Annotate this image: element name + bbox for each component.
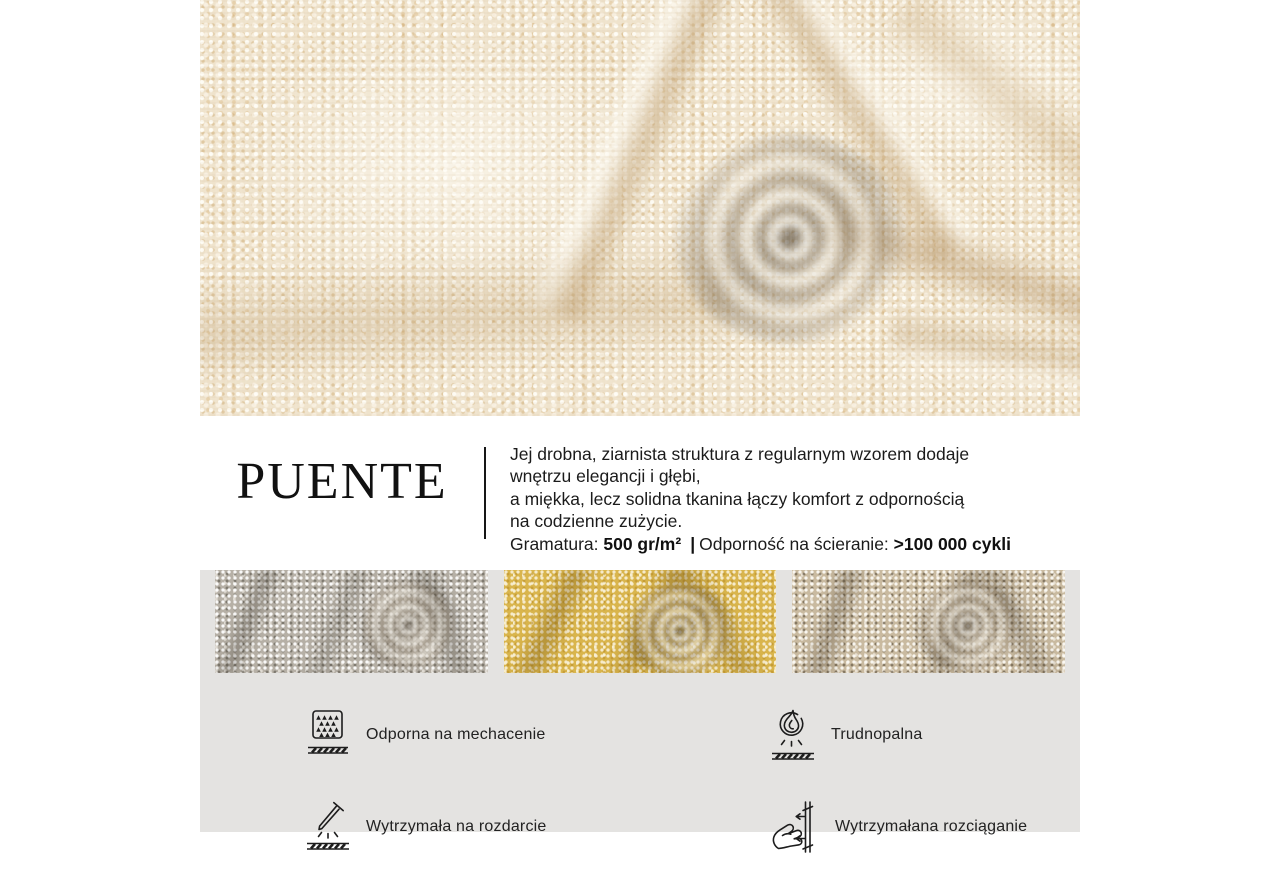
fabric-swirl — [914, 580, 1022, 672]
feature-flame-resistant — [770, 707, 1080, 763]
fabric-weave-texture — [200, 0, 1080, 416]
product-card — [200, 0, 1080, 880]
gramatura-label: Gramatura: — [510, 533, 599, 554]
swatch-gray-fabric[interactable] — [215, 570, 488, 673]
feature-stretch-resistant — [770, 799, 1080, 855]
fabric-swirl — [624, 584, 736, 673]
feature-label: Wytrzymała na rozdarcie — [366, 818, 547, 835]
feature-label: Trudnopalna — [831, 726, 923, 743]
feature-label: Odporna na mechacenie — [366, 726, 546, 743]
feature-pilling-resistant — [305, 707, 770, 763]
feature-label: Wytrzymałana rozciąganie — [835, 818, 1028, 835]
tear-resistant-icon — [305, 799, 351, 855]
swatch-beige-fabric[interactable] — [792, 570, 1065, 673]
details-panel — [200, 570, 1080, 835]
description-line: wnętrzu elegancji i głębi, — [510, 466, 701, 487]
feature-tear-resistant — [305, 799, 770, 855]
gramatura-value: 500 gr/m² — [603, 533, 682, 554]
product-specs — [510, 533, 1011, 555]
flame-resistant-icon — [770, 707, 816, 763]
description-line: a miękka, lecz solidna tkanina łączy komfort z odpornością — [510, 488, 965, 509]
fabric-swirl — [357, 580, 459, 670]
hero-fabric-image — [200, 0, 1080, 416]
fabric-variants — [200, 570, 1080, 673]
product-description — [510, 443, 1011, 555]
features-grid — [200, 673, 1080, 855]
title-block — [200, 443, 484, 510]
abrasion-label: Odporność na ścieranie: — [699, 533, 889, 554]
description-line: na codzienne zużycie. — [510, 511, 683, 532]
stretch-resistant-icon — [770, 799, 820, 855]
product-title: PUENTE — [236, 453, 448, 510]
abrasion-value: >100 000 cykli — [893, 533, 1011, 554]
description-line: Jej drobna, ziarnista struktura z regularnym wzorem dodaje — [510, 444, 970, 464]
swatch-yellow-fabric[interactable] — [504, 570, 777, 673]
title-divider — [484, 447, 486, 539]
pilling-resistant-icon — [305, 709, 351, 761]
specs-separator: | — [690, 533, 696, 554]
